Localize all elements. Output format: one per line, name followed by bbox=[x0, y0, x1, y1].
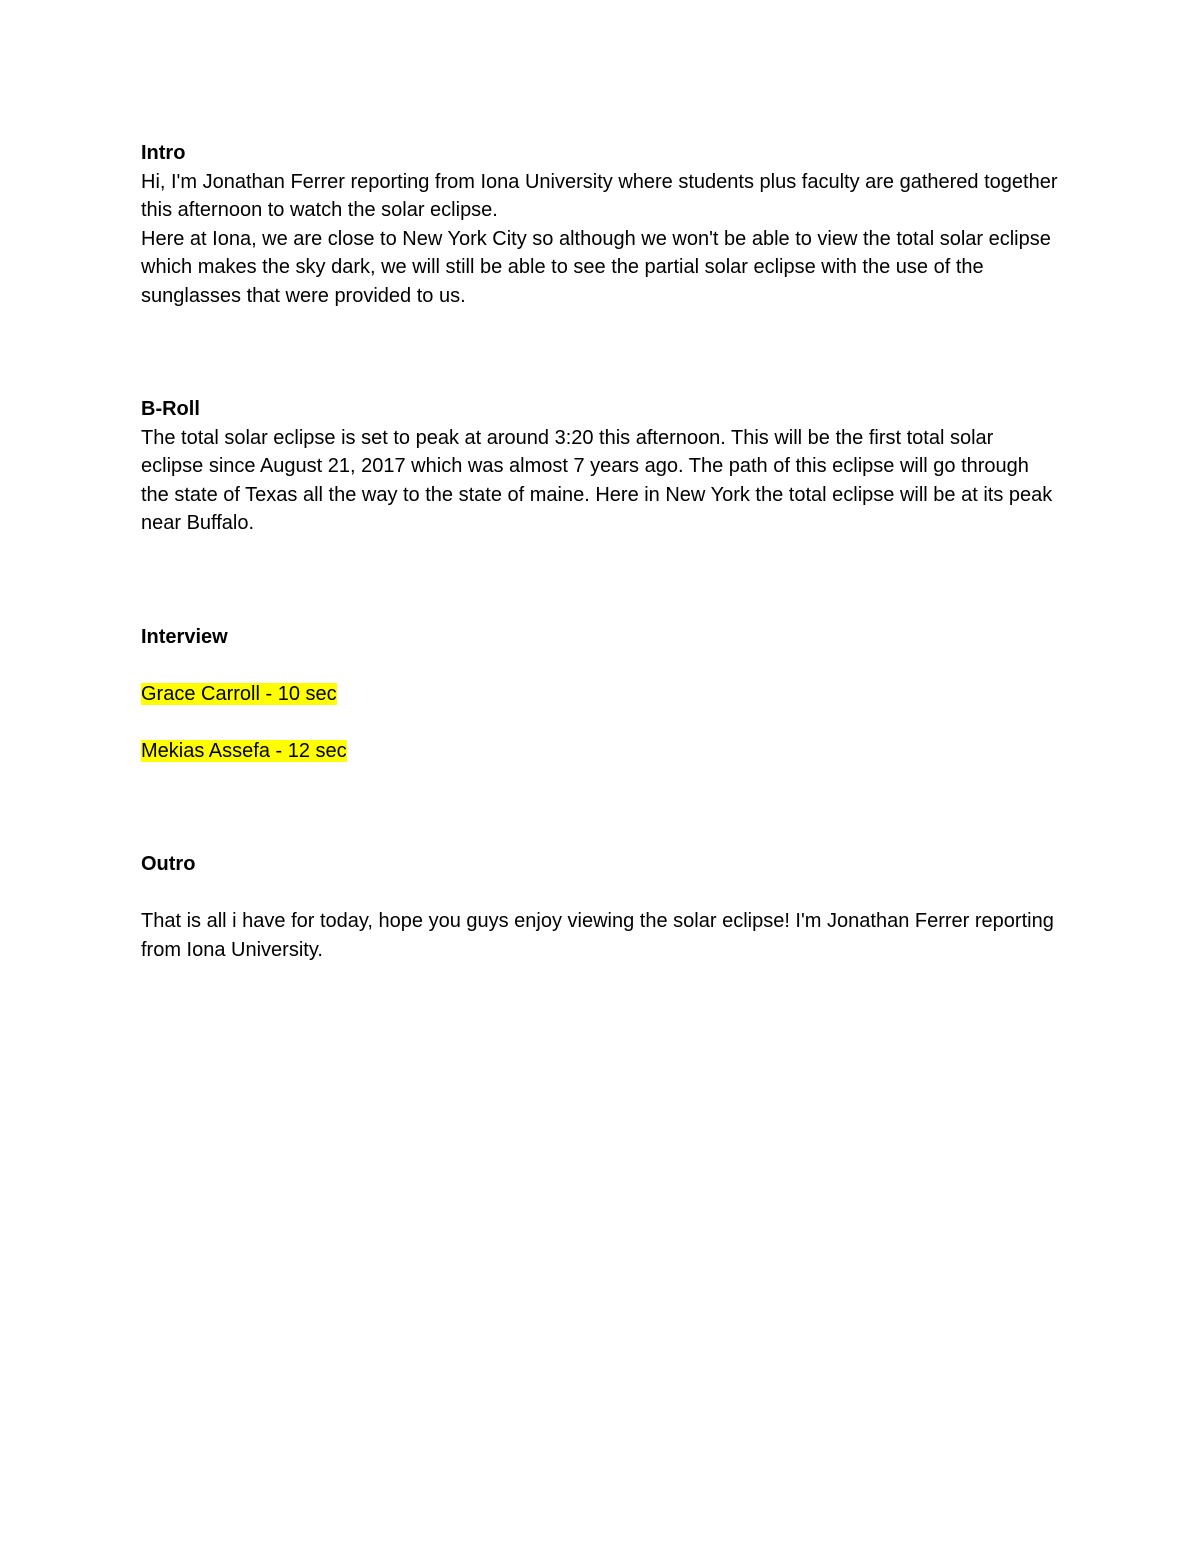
interview-section bbox=[141, 623, 1061, 766]
spacer bbox=[141, 310, 1061, 395]
outro-heading: Outro bbox=[141, 853, 196, 875]
intro-paragraph-1: Hi, I'm Jonathan Ferrer reporting from Iona University where students plus faculty are gathered together this afternoon to watch the solar eclipse. bbox=[141, 170, 1058, 221]
broll-paragraph: The total solar eclipse is set to peak at around 3:20 this afternoon. This will be the first total solar eclipse since August 21, 2017 which was almost 7 years ago. The path of this eclipse will go through the state of Texas all the way to the state of maine. Here in New York the total eclipse will be at its peak near Buffalo. bbox=[141, 426, 1053, 534]
intro-heading: Intro bbox=[141, 142, 186, 164]
intro-paragraph-2: Here at Iona, we are close to New York City so although we won't be able to view the total solar eclipse which makes the sky dark, we will still be able to see the partial solar eclipse with the use of the sunglasses that were provided to us. bbox=[141, 227, 1051, 307]
spacer bbox=[141, 879, 1061, 908]
document-body bbox=[141, 139, 1061, 964]
interview-item bbox=[141, 680, 1061, 709]
spacer bbox=[141, 765, 1061, 850]
interview-heading: Interview bbox=[141, 625, 228, 648]
outro-paragraph: That is all i have for today, hope you guys enjoy viewing the solar eclipse! I'm Jonathan Ferrer reporting from Iona University. bbox=[141, 910, 1054, 961]
interview-item-grace-carroll: Grace Carroll - 10 sec bbox=[141, 682, 337, 705]
interview-item bbox=[141, 737, 1061, 766]
intro-section bbox=[141, 139, 1061, 310]
spacer bbox=[141, 708, 1061, 737]
spacer bbox=[141, 538, 1061, 623]
spacer bbox=[141, 651, 1061, 680]
outro-section bbox=[141, 850, 1061, 964]
broll-section bbox=[141, 395, 1061, 538]
interview-item-mekias-assefa: Mekias Assefa - 12 sec bbox=[141, 739, 347, 762]
broll-heading: B-Roll bbox=[141, 398, 200, 420]
